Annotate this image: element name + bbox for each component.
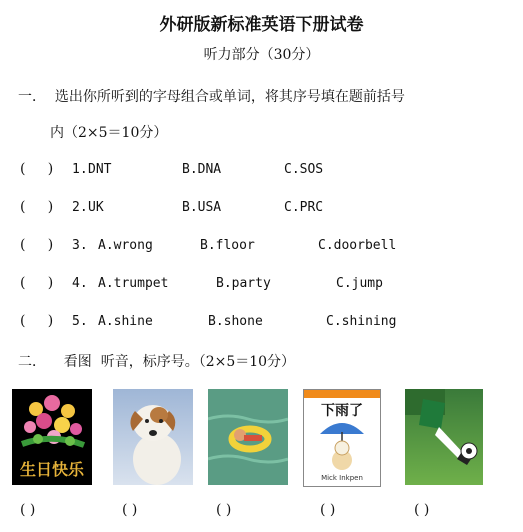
question-number: 2. [72,200,88,215]
birthday-caption: 生日快乐 [19,460,84,479]
option-a: UK [88,200,104,215]
answer-paren[interactable]: ( ) [20,237,54,253]
book-cover-image [303,389,381,487]
option-b: B.shone [208,314,263,329]
option-c: C.SOS [284,162,324,177]
answer-paren[interactable]: ( ) [20,161,54,177]
picture-answer-paren-1[interactable]: ( ) [20,502,36,518]
option-a: A.shine [98,314,153,329]
book-author: Mick Inkpen [321,474,363,482]
answer-paren[interactable]: ( ) [20,199,54,215]
section1-heading-cont: 内（2×5＝10分） [50,125,168,141]
question-number: 4. [72,276,88,291]
option-b: B.party [216,276,271,291]
option-a: A.wrong [98,238,153,253]
option-a: A.trumpet [98,276,169,291]
option-b: B.floor [200,238,255,253]
question-number: 5. [72,314,88,329]
option-b: B.USA [182,200,222,215]
question-number: 1. [72,162,88,177]
option-a: DNT [88,162,112,177]
picture-answer-paren-4[interactable]: ( ) [320,502,336,518]
section2-heading: 二． 看图 听音，标序号。（2×5＝10分） [18,354,296,370]
book-title: 下雨了 [321,403,363,419]
section1-heading: 一． 选出你所听到的字母组合或单词，将其序号填在题前括号 [18,89,405,105]
option-c: C.shining [326,314,397,329]
option-c: C.jump [336,276,383,291]
dog-image [113,389,193,485]
picture-answer-paren-2[interactable]: ( ) [122,502,138,518]
birthday-flowers-image [12,389,92,485]
page-subtitle: 听力部分（30分） [203,47,320,63]
option-b: B.DNA [182,162,222,177]
picture-answer-paren-3[interactable]: ( ) [216,502,232,518]
swimming-child-image [208,389,288,485]
option-c: C.PRC [284,200,324,215]
picture-answer-paren-5[interactable]: ( ) [414,502,430,518]
question-number: 3. [72,238,88,253]
answer-paren[interactable]: ( ) [20,275,54,291]
football-player-image [405,389,483,485]
answer-paren[interactable]: ( ) [20,313,54,329]
page-title: 外研版新标准英语下册试卷 [159,15,364,35]
option-c: C.doorbell [318,238,397,253]
